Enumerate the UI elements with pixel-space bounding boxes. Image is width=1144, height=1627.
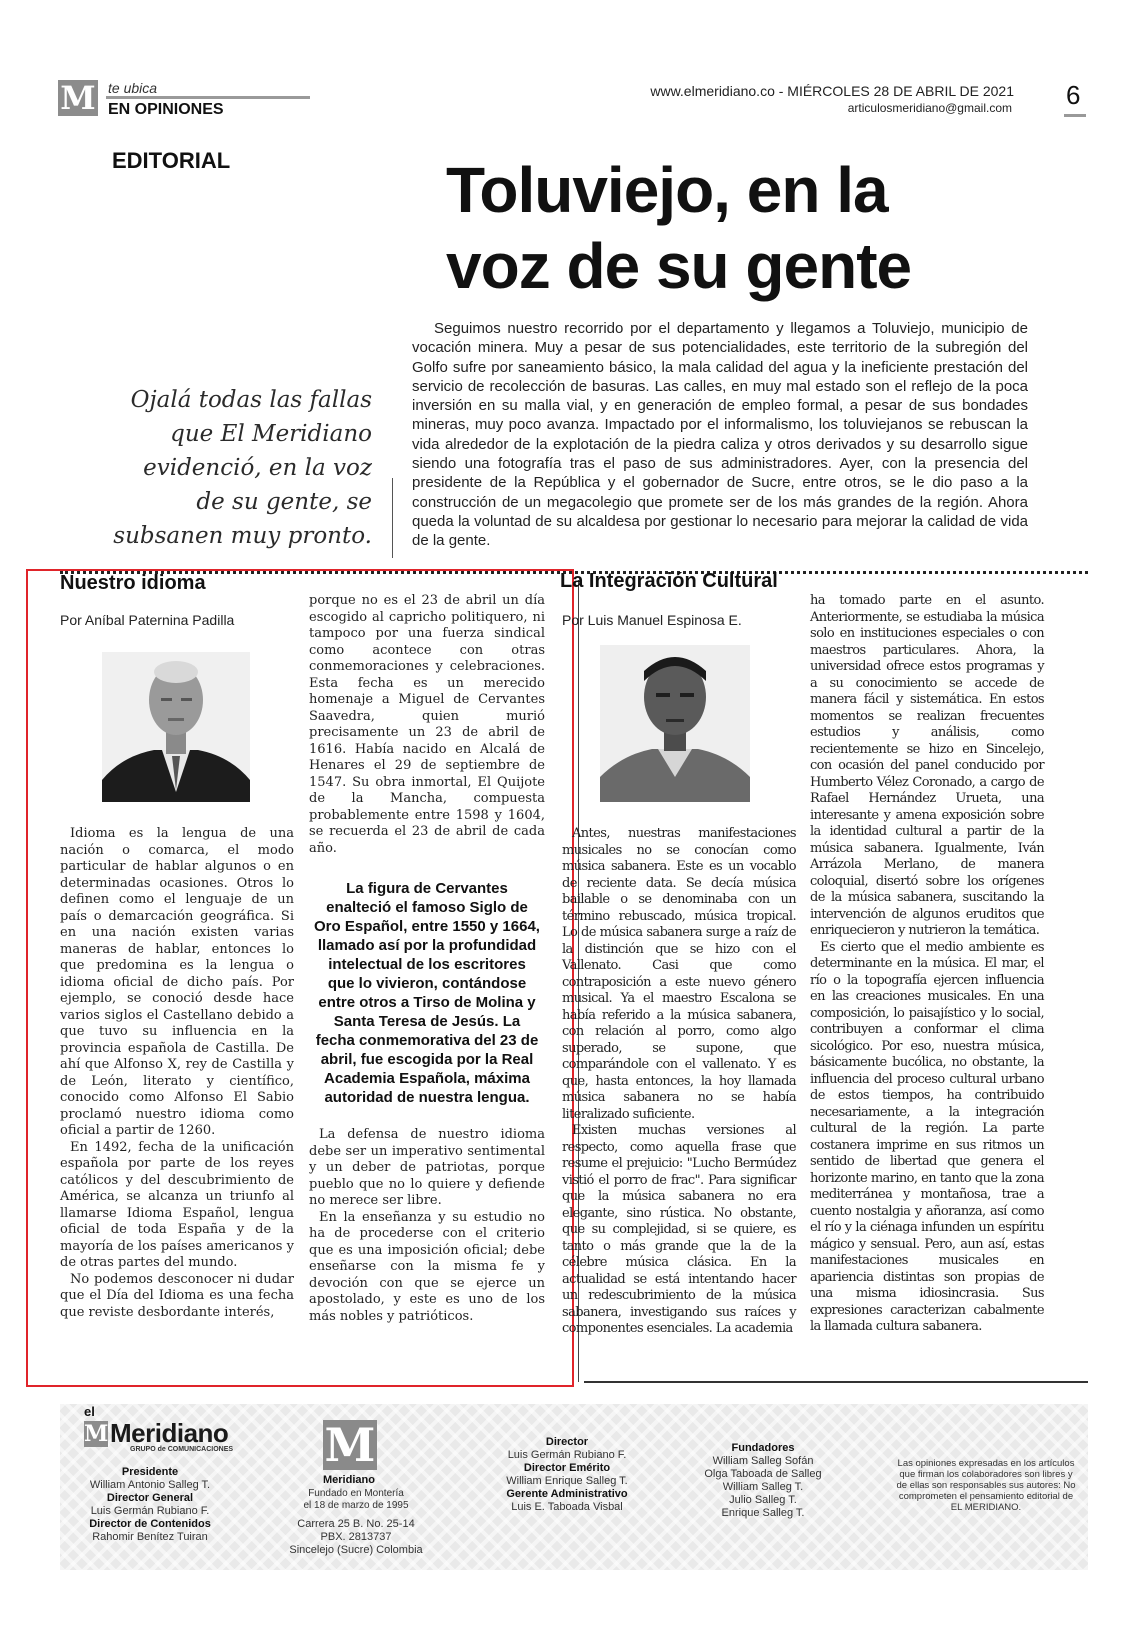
- page-number-rule: [1064, 114, 1086, 117]
- masthead-email: articulosmeridiano@gmail.com: [847, 101, 1012, 115]
- masthead-date-line: www.elmeridiano.co - MIÉRCOLES 28 DE ABRIL DE 2021: [650, 83, 1014, 99]
- editorial-pullquote: Ojalá todas las fallas que El Meridiano evidenció, en la voz de su gente, se subsanen muy pronto.: [113, 387, 372, 549]
- article-bottom-rule: [584, 1381, 1088, 1383]
- article-paragraph: Idioma es la lengua de una nación o comarca, el modo particular de hablar algunos o en determinadas ocasiones. Otros lo definen como el lenguaje de un país o demarcación geográfica. Si en una nación existen varias maneras de hablar, entonces lo que predomina es la lengua o idioma oficial de dicho país. Por ejemplo, se conoció desde hace varios siglos el Castellano debido a que tuvo su influencia en la provincia española de Castilla. De ahí que Alfonso X, rey de Castilla y de León, literato y científico, conocido como Alfonso El Sabio proclamó nuestro idioma como oficial a partir de 1260.: [60, 826, 294, 1138]
- staff-role: Director General: [106, 1492, 194, 1504]
- meridiano-logo: M: [58, 80, 98, 116]
- brand-prefix: el: [84, 1404, 95, 1419]
- article-paragraph: ha tomado parte en el asunto. Anteriormente, se estudiaba la música solo en instituciones especiales o con maestros particulares. Ahora, la universidad ofrece estos programas y a su conocimiento se accede de manera fácil y sistemática. En estos momentos se realizan frecuentes estudios y análisis, como recientemente se hizo en Sincelejo, con ocasión del panel conducido por Humberto Vélez Coronado, a cargo de Rafael Hernández Urueta, una interesante y amena exposición sobre la identidad cultural a partir de la música sabanera. Igualmente, Iván Arrázola Merlano, de manera coloquial, disertó sobre los orígenes de la música sabanera, suscitando la intervención de algunos eruditos que enriquecieron y nutrieron la temática.: [810, 593, 1044, 938]
- address-line: Sincelejo (Sucre) Colombia: [289, 1544, 423, 1556]
- footer-founded: [286, 1488, 426, 1512]
- author-portrait-image: [600, 645, 750, 802]
- founded-line: el 18 de marzo de 1995: [303, 1500, 409, 1511]
- footer-founders: [690, 1442, 836, 1520]
- address-line: PBX. 2813737: [320, 1531, 392, 1543]
- article-paragraph: En la enseñanza y su estudio no ha de procederse con el criterio que es una imposición oficial; debe enseñarse con la misma fe y devoción con que se ejerce un apostolado, y este es uno de los más nobles y patrióticos.: [309, 1209, 545, 1324]
- staff-role: Fundadores: [731, 1442, 795, 1454]
- article-column: [562, 826, 796, 1338]
- article-paragraph: Antes, nuestras manifestaciones musicales no se conocían como música sabanera. Este es un vocablo de reciente data. Se decía música bailable o se denominaba con un término rebuscado, música tropical. Lo de música sabanera surge a raíz de la distinción que se hizo con el Vallenato. Casi que como contraposición a este nuevo género musical. Ya el maestro Escalona se había referido a la música sabanera, con relación al porro, como algo superado, se supone, que comparándole con el vallenato. Y es que, hasta entonces, la hoy llamada música sabanera no se había literalizado suficiente.: [562, 826, 796, 1122]
- brand-logo: M: [84, 1421, 109, 1447]
- staff-name: William Antonio Salleg T.: [89, 1479, 211, 1491]
- staff-role: Presidente: [121, 1466, 179, 1478]
- editorial-body: Seguimos nuestro recorrido por el departamento y llegamos a Toluviejo, municipio de vocación minera. Muy a pesar de sus potencialidades, este territorio de la subregión del Golfo sufre por saneamiento básico, la mala calidad del agua y la ineficiente prestación del servicio de recolección de basuras. Las calles, en muy mal estado son el reflejo de la poca inversión en su malla vial, y en generación de empleo formal, a pesar de sus bondades mineras, muy poco avanza. Impactado por el informalismo, los toluviejanos se rebuscan la vida alrededor de la explotación de la piedra caliza y otros derivados y su desarrollo sigue siendo una fotografía tras el paso de sus administradores. Ayer, con la presencia del presidente de la República y el gobernador de Sucre, entre otros, se le dio paso a la construcción de un megacolegio que promete ser de los más grandes de la región. Ahora queda la voluntad de su alcaldesa por gestionar lo necesario para mejorar la calidad de vida de la gente.: [412, 320, 1028, 550]
- article-paragraph: porque no es el 23 de abril un día escogido al capricho politiquero, ni tampoco por una fuerza sindical como acontece con otras conmemoraciones y celebraciones. Esta fecha es un merecido homenaje a Miguel de Cervantes Saavedra, quien murió precisamente un 23 de abril de 1616. Había nacido en Alcalá de Henares el 29 de septiembre de 1547. Su obra inmortal, El Quijote de la Mancha, compuesta probablemente entre 1598 y 1604, se recuerda el 23 de abril de cada año.: [309, 593, 545, 856]
- staff-role: Director de Contenidos: [89, 1518, 211, 1530]
- staff-name: Luis Germán Rubiano F.: [90, 1505, 210, 1517]
- section-tag-small: te ubica: [108, 80, 158, 96]
- headline-line-2: voz de su gente: [446, 230, 912, 302]
- author-photo: [102, 652, 250, 802]
- editorial-headline: [446, 152, 1006, 304]
- author-photo: [600, 645, 750, 802]
- staff-name: Rahomir Benítez Tuiran: [92, 1531, 208, 1543]
- article-column: [309, 593, 545, 1325]
- footer-directors: [482, 1436, 652, 1514]
- founder-name: Enrique Salleg T.: [721, 1507, 805, 1519]
- address-line: Carrera 25 B. No. 25-14: [297, 1518, 415, 1530]
- article-title: Nuestro idioma: [60, 572, 206, 594]
- brand-subtitle: GRUPO de COMUNICACIONES: [130, 1446, 234, 1453]
- page-number: 6: [1066, 80, 1081, 110]
- footer-address: [286, 1518, 426, 1557]
- article-column: [60, 826, 294, 1321]
- headline-line-1: Toluviejo, en la: [446, 154, 888, 226]
- footer-logo: M: [324, 1418, 376, 1472]
- article-byline: Por Luis Manuel Espinosa E.: [562, 612, 742, 628]
- article-paragraph: Existen muchas versiones al respecto, como aquella frase que resume el prejuicio: "Lucho Bermúdez vistió el porro de frac". Para significar que la música sabanera no era elegante, sino rústica. No obstante, que su complejidad, si se quiere, es tanto o más grande que la de la célebre música clásica. En la actualidad se está intentando hacer un redescubrimiento de la música sabanera, investigando sus raíces y componentes esenciales. La academia: [562, 1123, 796, 1336]
- article-paragraph: No podemos desconocer ni dudar que el Día del Idioma es una fecha que reviste desbordante interés,: [60, 1271, 294, 1320]
- article-paragraph: La defensa de nuestro idioma debe ser un imperativo sentimental y un deber de patriotas, porque pueblo que no lo quiere y defiende no merece ser libre.: [309, 1127, 545, 1208]
- founder-name: William Salleg T.: [722, 1481, 804, 1493]
- footer-disclaimer: Las opiniones expresadas en los artículos que firman los colaboradores son libres y de ellas son responsables sus autores: No comprometen el pensamiento editorial de EL MERIDIANO.: [896, 1458, 1076, 1513]
- footer-staff-list: [80, 1466, 220, 1544]
- staff-name: Luis E. Taboada Visbal: [511, 1501, 623, 1513]
- article-callout-quote: La figura de Cervantes enalteció el famoso Siglo de Oro Español, entre 1550 y 1664, llamado así por la profundidad intelectual de los escritores que lo vivieron, contándose entre otros a Tirso de Molina y Santa Teresa de Jesús. La fecha conmemorativa del 23 de abril, fue escogida por la Real Academia Española, máxima autoridad de nuestra lengua.: [314, 880, 540, 1106]
- staff-role: Gerente Administrativo: [506, 1488, 628, 1500]
- staff-role: Director Emérito: [523, 1462, 611, 1474]
- author-portrait-image: [102, 652, 250, 802]
- column-divider: [392, 478, 393, 558]
- editorial-label: EDITORIAL: [112, 148, 231, 173]
- section-tag: EN OPINIONES: [108, 101, 224, 118]
- founder-name: William Salleg Sofán: [712, 1455, 814, 1467]
- staff-name: Luis Germán Rubiano F.: [507, 1449, 627, 1461]
- brand-name: Meridiano: [110, 1418, 229, 1448]
- article-byline: Por Aníbal Paternina Padilla: [60, 612, 235, 628]
- founded-line: Fundado en Montería: [308, 1488, 404, 1499]
- footer-logo-name: Meridiano: [323, 1474, 375, 1486]
- article-column: [810, 593, 1044, 1336]
- article-paragraph: Es cierto que el medio ambiente es determinante en la música. El mar, el río o la topografía ejercen influencia en las creaciones musicales. En una composición, lo paisajístico y lo social, contribuyen a conformar el clima sicológico. Por eso, nuestra música, básicamente bucólica, no obstante, la influencia del proceso cultural urbano de estos tiempos, ha contribuido necesariamente, a la integración cultural de la región. La parte costanera imprime en sus ritmos un sentido de libertad que genera el horizonte marino, en tanto que la zona mediterránea y montañosa, trae a cuento nostalgia y añoranza, así como el río y la ciénaga infunden un espíritu mágico y sensual. Pero, aun así, estas manifestaciones musicales en apariencia distintas son propias de una misma idiosincrasia. Sus expresiones caracterizan cabalmente la llamada cultura sabanera.: [810, 939, 1044, 1334]
- staff-role: Director: [545, 1436, 589, 1448]
- section-rule: [106, 96, 310, 99]
- founder-name: Julio Salleg T.: [729, 1494, 797, 1506]
- staff-name: William Enrique Salleg T.: [506, 1475, 628, 1487]
- article-paragraph: En 1492, fecha de la unificación española por parte de los reyes católicos y del descubrimiento de América, se alcanza un triunfo al llamarse Idioma Español, lengua oficial de toda España y de la mayoría de los países americanos y de otras partes del mundo.: [60, 1139, 294, 1270]
- article-title: La Integración Cultural: [560, 570, 778, 592]
- founder-name: Olga Taboada de Salleg: [704, 1468, 822, 1480]
